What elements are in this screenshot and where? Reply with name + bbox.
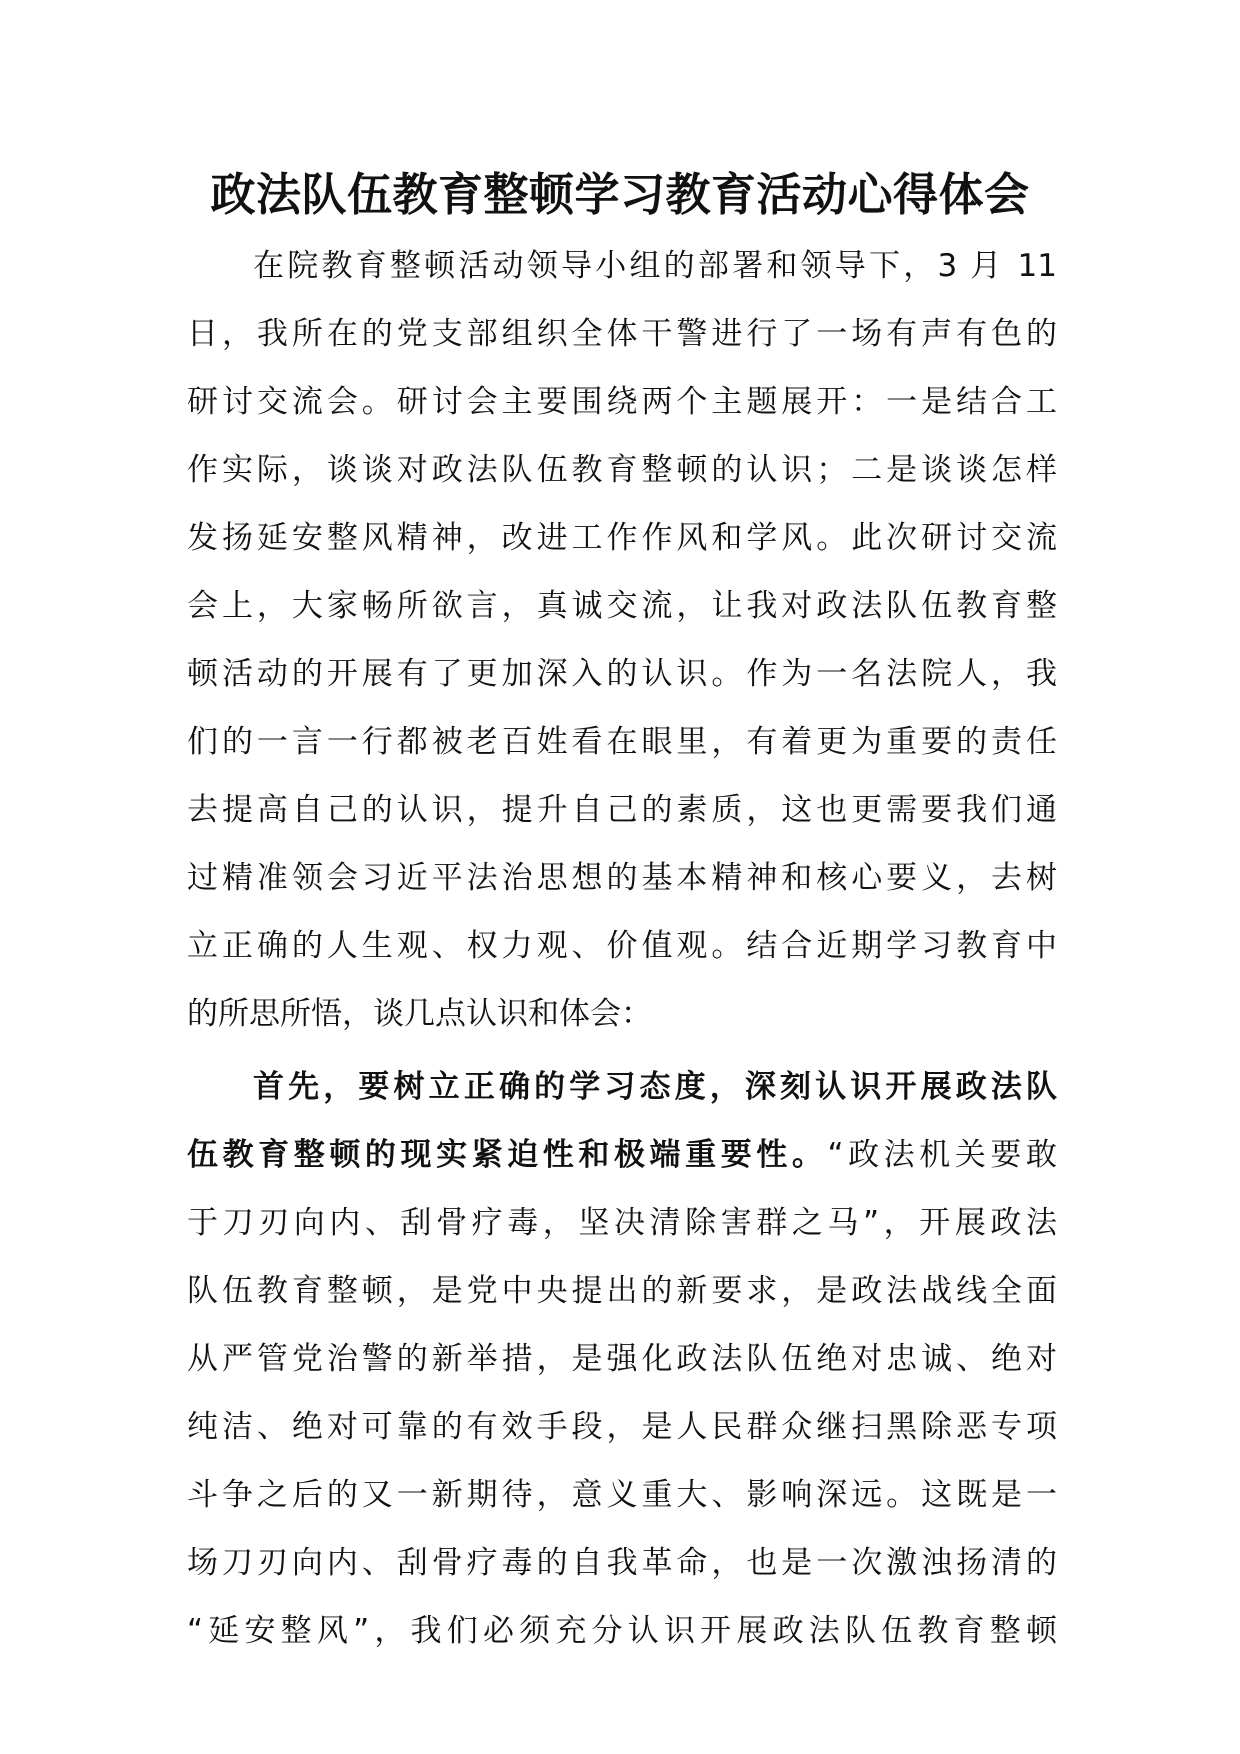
text-line: 过精准领会习近平法治思想的基本精神和核心要义，去树 [187,860,1057,896]
text-line: 日，我所在的党支部组织全体干警进行了一场有声有色的 [187,316,1057,352]
text-line: 作实际，谈谈对政法队伍教育整顿的认识；二是谈谈怎样 [187,452,1057,488]
paragraph-1 [187,232,1057,1048]
text-line: “延安整风”，我们必须充分认识开展政法队伍教育整顿 [187,1613,1057,1649]
paragraph-2 [187,1053,1057,1665]
text-line: 在院教育整顿活动领导小组的部署和领导下，3 月 11 [253,248,1057,284]
bold-heading-text: 伍教育整顿的现实紧迫性和极端重要性。 [187,1137,828,1173]
text-line: 立正确的人生观、权力观、价值观。结合近期学习教育中 [187,928,1057,964]
text-line [187,1121,1057,1189]
text-line: 队伍教育整顿，是党中央提出的新要求，是政法战线全面 [187,1273,1057,1309]
document-title: 政法队伍教育整顿学习教育活动心得体会 [210,168,1030,221]
text-line: 斗争之后的又一新期待，意义重大、影响深远。这既是一 [187,1477,1057,1513]
text-line: 研讨交流会。研讨会主要围绕两个主题展开：一是结合工 [187,384,1057,420]
text-line: 场刀刃向内、刮骨疗毒的自我革命，也是一次激浊扬清的 [187,1545,1057,1581]
text-line: 顿活动的开展有了更加深入的认识。作为一名法院人，我 [187,656,1057,692]
text-line: 发扬延安整风精神，改进工作作风和学风。此次研讨交流 [187,520,1057,556]
bold-heading-line: 首先，要树立正确的学习态度，深刻认识开展政法队 [253,1069,1057,1105]
text-line: 纯洁、绝对可靠的有效手段，是人民群众继扫黑除恶专项 [187,1409,1057,1445]
quote-text: “政法机关要敢 [827,1137,1057,1173]
text-line: 去提高自己的认识，提升自己的素质，这也更需要我们通 [187,792,1057,828]
text-line: 于刀刃向内、刮骨疗毒，坚决清除害群之马”，开展政法 [187,1205,1057,1241]
text-line: 从严管党治警的新举措，是强化政法队伍绝对忠诚、绝对 [187,1341,1057,1377]
document-body [187,232,1057,1665]
text-line: 的所思所悟，谈几点认识和体会： [187,996,652,1032]
text-line: 会上，大家畅所欲言，真诚交流，让我对政法队伍教育整 [187,588,1057,624]
text-line: 们的一言一行都被老百姓看在眼里，有着更为重要的责任 [187,724,1057,760]
